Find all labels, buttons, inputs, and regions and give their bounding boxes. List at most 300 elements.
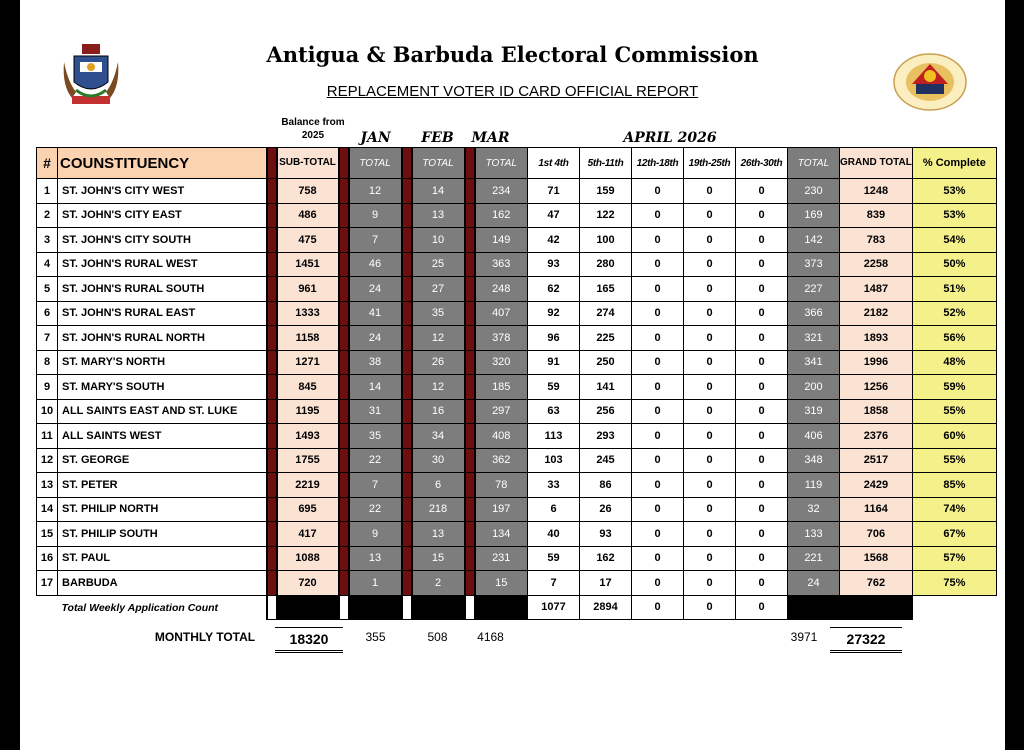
separator — [339, 571, 349, 596]
week3-cell: 0 — [632, 375, 684, 400]
table-row — [37, 571, 997, 596]
col-hash: # — [37, 148, 58, 179]
week3-cell: 0 — [632, 399, 684, 424]
separator — [339, 252, 349, 277]
row-number: 13 — [37, 473, 58, 498]
col-week-3: 12th-18th — [632, 148, 684, 179]
week2-cell: 26 — [580, 497, 632, 522]
row-number: 6 — [37, 301, 58, 326]
week5-cell: 0 — [736, 522, 788, 547]
week4-cell: 0 — [684, 571, 736, 596]
separator — [402, 448, 412, 473]
week1-cell: 91 — [528, 350, 580, 375]
monthly-grand-total: 27322 — [830, 627, 902, 653]
feb-cell: 34 — [412, 424, 465, 449]
week1-cell: 47 — [528, 203, 580, 228]
row-number: 9 — [37, 375, 58, 400]
row-number: 15 — [37, 522, 58, 547]
constituency-name: ST. PAUL — [58, 546, 267, 571]
week5-cell: 0 — [736, 375, 788, 400]
separator — [402, 326, 412, 351]
separator — [267, 301, 277, 326]
pct-complete-cell: 53% — [912, 179, 996, 204]
separator — [402, 595, 412, 620]
separator — [402, 497, 412, 522]
commission-seal-icon — [890, 52, 970, 112]
mar-cell: 197 — [475, 497, 528, 522]
week2-cell: 250 — [580, 350, 632, 375]
april-total-cell: 373 — [788, 252, 840, 277]
separator — [465, 252, 475, 277]
report-subtitle: REPLACEMENT VOTER ID CARD OFFICIAL REPORT — [326, 83, 699, 100]
week2-cell: 256 — [580, 399, 632, 424]
pct-complete-cell: 60% — [912, 424, 996, 449]
week1-cell: 92 — [528, 301, 580, 326]
mar-cell: 234 — [475, 179, 528, 204]
separator — [465, 203, 475, 228]
mar-cell: 78 — [475, 473, 528, 498]
week2-cell: 225 — [580, 326, 632, 351]
col-week-1: 1st 4th — [528, 148, 580, 179]
constituency-name: BARBUDA — [58, 571, 267, 596]
grand-total-cell: 1248 — [840, 179, 913, 204]
week5-cell: 0 — [736, 228, 788, 253]
jan-cell: 31 — [349, 399, 402, 424]
week3-cell: 0 — [632, 497, 684, 522]
grand-total-cell: 2429 — [840, 473, 913, 498]
blank-cell — [277, 595, 339, 620]
feb-cell: 12 — [412, 326, 465, 351]
week2-cell: 122 — [580, 203, 632, 228]
separator — [267, 522, 277, 547]
subtotal-cell: 1088 — [277, 546, 339, 571]
week5-cell: 0 — [736, 399, 788, 424]
jan-cell: 7 — [349, 228, 402, 253]
week3-cell: 0 — [632, 252, 684, 277]
week2-cell: 93 — [580, 522, 632, 547]
table-row — [37, 375, 997, 400]
constituency-name: ST. MARY'S NORTH — [58, 350, 267, 375]
week2-cell: 162 — [580, 546, 632, 571]
weekly-total-row — [37, 595, 997, 620]
april-total-cell: 406 — [788, 424, 840, 449]
feb-cell: 12 — [412, 375, 465, 400]
pct-complete-cell: 55% — [912, 399, 996, 424]
april-total-cell: 366 — [788, 301, 840, 326]
col-subtotal: SUB-TOTAL — [277, 148, 339, 179]
table-row — [37, 179, 997, 204]
april-total-cell: 200 — [788, 375, 840, 400]
mar-cell: 149 — [475, 228, 528, 253]
week5-cell: 0 — [736, 497, 788, 522]
separator — [465, 424, 475, 449]
subtotal-cell: 417 — [277, 522, 339, 547]
week1-cell: 33 — [528, 473, 580, 498]
subtotal-cell: 475 — [277, 228, 339, 253]
week2-cell: 141 — [580, 375, 632, 400]
separator — [339, 203, 349, 228]
separator — [465, 522, 475, 547]
table-row — [37, 301, 997, 326]
jan-cell: 12 — [349, 179, 402, 204]
weekly-week4: 0 — [684, 595, 736, 620]
jan-cell: 46 — [349, 252, 402, 277]
blank-cell — [412, 595, 465, 620]
subtotal-cell: 758 — [277, 179, 339, 204]
blank-cell — [840, 595, 913, 620]
constituency-name: ST. JOHN'S RURAL EAST — [58, 301, 267, 326]
jan-cell: 14 — [349, 375, 402, 400]
separator — [402, 277, 412, 302]
separator — [402, 350, 412, 375]
month-header-jan: JAN — [360, 130, 391, 146]
separator — [267, 179, 277, 204]
week1-cell: 96 — [528, 326, 580, 351]
table-row — [37, 497, 997, 522]
april-total-cell: 142 — [788, 228, 840, 253]
grand-total-cell: 1858 — [840, 399, 913, 424]
feb-cell: 26 — [412, 350, 465, 375]
col-feb-total: TOTAL — [412, 148, 465, 179]
subtotal-cell: 695 — [277, 497, 339, 522]
week4-cell: 0 — [684, 497, 736, 522]
row-number: 16 — [37, 546, 58, 571]
separator — [402, 301, 412, 326]
col-constituency: COUNSTITUENCY — [58, 148, 267, 179]
constituency-name: ALL SAINTS EAST AND ST. LUKE — [58, 399, 267, 424]
col-pct-complete: % Complete — [912, 148, 996, 179]
jan-cell: 7 — [349, 473, 402, 498]
subtotal-cell: 1333 — [277, 301, 339, 326]
grand-total-cell: 1996 — [840, 350, 913, 375]
week2-cell: 165 — [580, 277, 632, 302]
feb-cell: 27 — [412, 277, 465, 302]
week5-cell: 0 — [736, 203, 788, 228]
empty-cell — [912, 595, 996, 620]
jan-cell: 13 — [349, 546, 402, 571]
separator — [465, 326, 475, 351]
table-header-row — [37, 148, 997, 179]
week4-cell: 0 — [684, 252, 736, 277]
week1-cell: 93 — [528, 252, 580, 277]
week4-cell: 0 — [684, 448, 736, 473]
separator — [267, 350, 277, 375]
week3-cell: 0 — [632, 571, 684, 596]
week5-cell: 0 — [736, 252, 788, 277]
april-total-cell: 348 — [788, 448, 840, 473]
col-week-2: 5th-11th — [580, 148, 632, 179]
blank-cell — [349, 595, 402, 620]
table-body — [37, 179, 997, 620]
table-row — [37, 203, 997, 228]
week1-cell: 62 — [528, 277, 580, 302]
separator — [339, 399, 349, 424]
separator — [339, 595, 349, 620]
constituency-name: ST. JOHN'S CITY WEST — [58, 179, 267, 204]
mar-cell: 185 — [475, 375, 528, 400]
separator — [402, 228, 412, 253]
week1-cell: 63 — [528, 399, 580, 424]
april-total-cell: 319 — [788, 399, 840, 424]
separator — [267, 448, 277, 473]
week4-cell: 0 — [684, 301, 736, 326]
separator — [465, 399, 475, 424]
mar-cell: 378 — [475, 326, 528, 351]
constituency-name: ST. MARY'S SOUTH — [58, 375, 267, 400]
row-number: 3 — [37, 228, 58, 253]
col-grand-total: GRAND TOTAL — [840, 148, 913, 179]
table-row — [37, 277, 997, 302]
row-number: 12 — [37, 448, 58, 473]
mar-cell: 408 — [475, 424, 528, 449]
separator — [339, 350, 349, 375]
week3-cell: 0 — [632, 179, 684, 204]
mar-cell: 162 — [475, 203, 528, 228]
weekly-week5: 0 — [736, 595, 788, 620]
separator — [402, 148, 412, 179]
feb-cell: 14 — [412, 179, 465, 204]
feb-cell: 10 — [412, 228, 465, 253]
week3-cell: 0 — [632, 473, 684, 498]
separator — [402, 179, 412, 204]
separator — [465, 497, 475, 522]
feb-cell: 16 — [412, 399, 465, 424]
subtotal-cell: 1158 — [277, 326, 339, 351]
mar-cell: 15 — [475, 571, 528, 596]
mar-cell: 248 — [475, 277, 528, 302]
pct-complete-cell: 57% — [912, 546, 996, 571]
separator — [339, 473, 349, 498]
row-number: 1 — [37, 179, 58, 204]
weekly-week2: 2894 — [580, 595, 632, 620]
separator — [465, 228, 475, 253]
table-row — [37, 424, 997, 449]
pct-complete-cell: 67% — [912, 522, 996, 547]
report-page — [20, 0, 1005, 750]
separator — [339, 375, 349, 400]
week4-cell: 0 — [684, 546, 736, 571]
row-number: 7 — [37, 326, 58, 351]
feb-cell: 6 — [412, 473, 465, 498]
jan-cell: 22 — [349, 497, 402, 522]
week3-cell: 0 — [632, 546, 684, 571]
separator — [267, 252, 277, 277]
balance-header: Balance from 2025 — [281, 117, 345, 141]
page-title: Antigua & Barbuda Electoral Commission — [266, 42, 759, 67]
separator — [339, 522, 349, 547]
row-number: 14 — [37, 497, 58, 522]
monthly-subtotal: 18320 — [275, 627, 343, 653]
separator — [402, 571, 412, 596]
week2-cell: 280 — [580, 252, 632, 277]
week5-cell: 0 — [736, 301, 788, 326]
mar-cell: 231 — [475, 546, 528, 571]
constituency-table — [36, 147, 997, 620]
week1-cell: 6 — [528, 497, 580, 522]
constituency-name: ST. GEORGE — [58, 448, 267, 473]
week4-cell: 0 — [684, 179, 736, 204]
monthly-feb: 508 — [427, 630, 448, 644]
feb-cell: 218 — [412, 497, 465, 522]
subtotal-cell: 1755 — [277, 448, 339, 473]
week1-cell: 59 — [528, 375, 580, 400]
separator — [339, 424, 349, 449]
separator — [267, 571, 277, 596]
separator — [267, 424, 277, 449]
week2-cell: 17 — [580, 571, 632, 596]
weekly-week1: 1077 — [528, 595, 580, 620]
separator — [402, 522, 412, 547]
april-total-cell: 169 — [788, 203, 840, 228]
separator — [402, 399, 412, 424]
grand-total-cell: 2258 — [840, 252, 913, 277]
grand-total-cell: 783 — [840, 228, 913, 253]
mar-cell: 134 — [475, 522, 528, 547]
constituency-name: ST. JOHN'S CITY SOUTH — [58, 228, 267, 253]
pct-complete-cell: 74% — [912, 497, 996, 522]
grand-total-cell: 1568 — [840, 546, 913, 571]
feb-cell: 2 — [412, 571, 465, 596]
feb-cell: 25 — [412, 252, 465, 277]
month-header-mar: MAR — [471, 130, 510, 146]
grand-total-cell: 2376 — [840, 424, 913, 449]
pct-complete-cell: 55% — [912, 448, 996, 473]
subtotal-cell: 961 — [277, 277, 339, 302]
week4-cell: 0 — [684, 350, 736, 375]
table-row — [37, 546, 997, 571]
grand-total-cell: 1256 — [840, 375, 913, 400]
empty-cell — [37, 595, 58, 620]
constituency-name: ST. JOHN'S RURAL SOUTH — [58, 277, 267, 302]
constituency-name: ST. PHILIP NORTH — [58, 497, 267, 522]
separator — [465, 301, 475, 326]
separator — [465, 546, 475, 571]
table-row — [37, 522, 997, 547]
constituency-name: ST. JOHN'S CITY EAST — [58, 203, 267, 228]
week4-cell: 0 — [684, 399, 736, 424]
week3-cell: 0 — [632, 522, 684, 547]
week3-cell: 0 — [632, 326, 684, 351]
april-total-cell: 221 — [788, 546, 840, 571]
week3-cell: 0 — [632, 301, 684, 326]
monthly-total-label: MONTHLY TOTAL — [154, 630, 256, 644]
jan-cell: 24 — [349, 277, 402, 302]
jan-cell: 22 — [349, 448, 402, 473]
separator — [465, 179, 475, 204]
pct-complete-cell: 48% — [912, 350, 996, 375]
feb-cell: 13 — [412, 203, 465, 228]
separator — [267, 277, 277, 302]
separator — [267, 375, 277, 400]
pct-complete-cell: 56% — [912, 326, 996, 351]
april-total-cell: 133 — [788, 522, 840, 547]
jan-cell: 38 — [349, 350, 402, 375]
separator — [267, 228, 277, 253]
separator — [267, 203, 277, 228]
week2-cell: 274 — [580, 301, 632, 326]
monthly-mar: 4168 — [477, 630, 504, 644]
weekly-total-label: Total Weekly Application Count — [58, 595, 267, 620]
subtotal-cell: 1195 — [277, 399, 339, 424]
pct-complete-cell: 52% — [912, 301, 996, 326]
separator — [465, 375, 475, 400]
week4-cell: 0 — [684, 424, 736, 449]
subtotal-cell: 1271 — [277, 350, 339, 375]
monthly-april: 3971 — [790, 630, 818, 644]
april-total-cell: 341 — [788, 350, 840, 375]
grand-total-cell: 1487 — [840, 277, 913, 302]
week4-cell: 0 — [684, 277, 736, 302]
table-row — [37, 252, 997, 277]
pct-complete-cell: 75% — [912, 571, 996, 596]
mar-cell: 320 — [475, 350, 528, 375]
month-header-feb: FEB — [421, 130, 454, 146]
week1-cell: 42 — [528, 228, 580, 253]
table-row — [37, 350, 997, 375]
week2-cell: 293 — [580, 424, 632, 449]
april-total-cell: 321 — [788, 326, 840, 351]
week5-cell: 0 — [736, 424, 788, 449]
separator — [339, 148, 349, 179]
row-number: 10 — [37, 399, 58, 424]
jan-cell: 9 — [349, 203, 402, 228]
table-row — [37, 473, 997, 498]
jan-cell: 35 — [349, 424, 402, 449]
week3-cell: 0 — [632, 228, 684, 253]
separator — [465, 473, 475, 498]
week1-cell: 40 — [528, 522, 580, 547]
blank-cell — [788, 595, 840, 620]
april-header: APRIL 2026 — [623, 130, 717, 146]
separator — [402, 203, 412, 228]
week5-cell: 0 — [736, 350, 788, 375]
week3-cell: 0 — [632, 277, 684, 302]
april-total-cell: 230 — [788, 179, 840, 204]
week2-cell: 159 — [580, 179, 632, 204]
week3-cell: 0 — [632, 203, 684, 228]
subtotal-cell: 1493 — [277, 424, 339, 449]
row-number: 11 — [37, 424, 58, 449]
week5-cell: 0 — [736, 546, 788, 571]
separator — [339, 228, 349, 253]
col-week-4: 19th-25th — [684, 148, 736, 179]
week1-cell: 59 — [528, 546, 580, 571]
separator — [339, 179, 349, 204]
pct-complete-cell: 54% — [912, 228, 996, 253]
week4-cell: 0 — [684, 228, 736, 253]
table-row — [37, 228, 997, 253]
week4-cell: 0 — [684, 522, 736, 547]
jan-cell: 9 — [349, 522, 402, 547]
week1-cell: 71 — [528, 179, 580, 204]
week3-cell: 0 — [632, 424, 684, 449]
weekly-week3: 0 — [632, 595, 684, 620]
grand-total-cell: 1893 — [840, 326, 913, 351]
pct-complete-cell: 50% — [912, 252, 996, 277]
separator — [267, 148, 277, 179]
grand-total-cell: 762 — [840, 571, 913, 596]
week1-cell: 7 — [528, 571, 580, 596]
pct-complete-cell: 51% — [912, 277, 996, 302]
constituency-name: ST. JOHN'S RURAL NORTH — [58, 326, 267, 351]
pct-complete-cell: 59% — [912, 375, 996, 400]
row-number: 4 — [37, 252, 58, 277]
week1-cell: 103 — [528, 448, 580, 473]
mar-cell: 407 — [475, 301, 528, 326]
separator — [339, 497, 349, 522]
week2-cell: 100 — [580, 228, 632, 253]
pct-complete-cell: 53% — [912, 203, 996, 228]
